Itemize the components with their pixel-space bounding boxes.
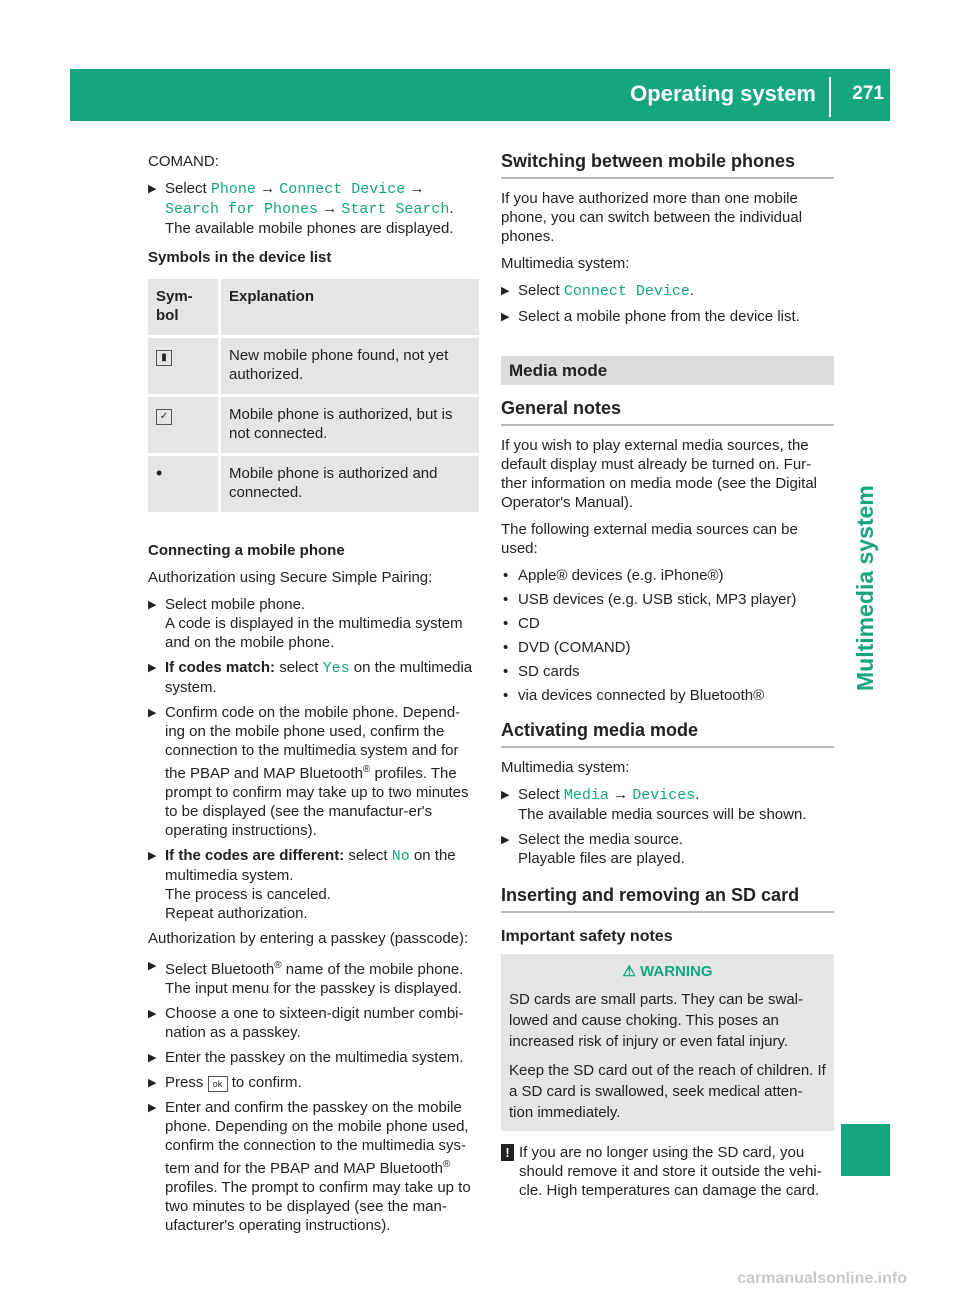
chapter-tab-marker	[841, 1124, 890, 1176]
general-text: If you wish to play external media sources, the default display must already be turned on. Fur-ther information on media mode (see the Digital Operator's Manual).	[501, 437, 817, 511]
step-select-source	[501, 830, 834, 868]
step-select-from-list: ▶ Select a mobile phone from the device list.	[501, 307, 834, 326]
following-text: The following external media sources can be used:	[501, 521, 798, 557]
symbols-table	[148, 279, 479, 515]
step-text: to confirm.	[231, 1074, 302, 1091]
step-press-ok	[148, 1073, 480, 1092]
mm-system-label: Multimedia system:	[501, 759, 630, 776]
step-text: name of the mobile phone.	[285, 961, 464, 978]
step-text: select	[279, 659, 319, 676]
arrow-3: →	[322, 200, 338, 217]
step-select-connect-device: ▶ Select Connect Device.	[501, 281, 834, 301]
step-text: The process is canceled.	[165, 886, 331, 903]
passkey-intro: Authorization by entering a passkey (passcode):	[148, 930, 469, 947]
warning-text-1: SD cards are small parts. They can be swal-lowed and cause choking. This poses an increased risk of injury or even fatal injury.	[509, 991, 804, 1050]
ok-key-icon: ok	[208, 1076, 228, 1092]
table-header-row	[148, 279, 479, 337]
header-divider	[829, 77, 831, 117]
table-row	[148, 455, 479, 514]
step-text: Select Bluetooth	[165, 961, 275, 978]
list-item: • via devices connected by Bluetooth®	[501, 686, 834, 705]
menu-phone: Phone	[210, 181, 256, 198]
connecting-heading: Connecting a mobile phone	[148, 542, 345, 559]
step-select-bluetooth	[148, 956, 480, 998]
step-select-media-devices: ▶ Select Media → Devices. The available media sources will be shown.	[501, 785, 834, 824]
step-codes-different	[148, 846, 480, 923]
warning-title-text: WARNING	[640, 963, 713, 980]
exclamation-icon: !	[501, 1144, 514, 1161]
step-text: Playable files are played.	[518, 850, 685, 867]
switch-text: If you have authorized more than one mobile phone, you can switch between the individual phones.	[501, 190, 803, 245]
table-header-symbol: Sym-bol	[148, 279, 220, 337]
step-codes-match	[148, 658, 480, 697]
dot-connected-icon: •	[156, 463, 163, 483]
section-title: Operating system	[630, 81, 816, 106]
select-word: Select	[165, 180, 207, 197]
step-text: The input menu for the passkey is displayed.	[165, 980, 462, 997]
step-choose-passkey: ▶ Choose a one to sixteen-digit number combi-nation as a passkey.	[148, 1004, 480, 1042]
step-text: Select mobile phone.	[165, 596, 306, 613]
table-cell-explanation: Mobile phone is authorized, but is not connected.	[220, 396, 480, 455]
step-bold: If the codes are different:	[165, 847, 345, 864]
list-item: • SD cards	[501, 662, 834, 681]
activating-heading: Activating media mode	[501, 721, 834, 748]
step-text: profiles. The prompt to confirm may take up to two minutes to be displayed (see the man-ufacturer's operating instructions).	[165, 1179, 471, 1234]
step-select-mobile	[148, 595, 480, 652]
menu-connect-device: Connect Device	[279, 181, 406, 198]
left-column	[148, 152, 480, 1241]
table-cell-explanation: New mobile phone found, not yet authorized.	[220, 337, 480, 396]
watermark: carmanualsonline.info	[737, 1270, 907, 1287]
symbols-heading: Symbols in the device list	[148, 249, 332, 266]
arrow: →	[613, 786, 629, 803]
switch-heading: Switching between mobile phones	[501, 152, 834, 179]
step-text: profiles. The prompt to confirm may take up to two minutes to be displayed (see the manufactur-er's operating instructions).	[165, 765, 469, 839]
list-item: • CD	[501, 614, 834, 633]
available-phones-text: The available mobile phones are displayed.	[165, 220, 454, 237]
step-text: select	[348, 847, 388, 864]
side-chapter-label	[841, 121, 890, 691]
menu-media: Media	[563, 787, 609, 804]
menu-yes: Yes	[322, 660, 350, 677]
registered-mark: ®	[274, 960, 282, 971]
warning-text-2: Keep the SD card out of the reach of children. If a SD card is swallowed, seek medical atten-tion immediately.	[509, 1062, 826, 1121]
note-block	[501, 1143, 834, 1200]
menu-search-phones: Search for Phones	[165, 201, 319, 218]
step-text: A code is displayed in the multimedia system and on the mobile phone.	[165, 615, 463, 651]
phone-authorized-icon: ✓	[156, 409, 172, 425]
arrow-2: →	[409, 180, 425, 197]
step-text: Press	[165, 1074, 204, 1091]
step-text: Confirm code on the mobile phone. Depend-ing on the mobile phone used, confirm the connection to the multimedia system and for the PBAP and MAP Bluetooth	[165, 704, 461, 782]
chapter-label-text: Multimedia system	[852, 485, 878, 691]
menu-devices: Devices	[632, 787, 696, 804]
step-confirm-code	[148, 703, 480, 840]
mm-system-label: Multimedia system:	[501, 255, 630, 272]
step-enter-passkey: ▶ Enter the passkey on the multimedia system.	[148, 1048, 480, 1067]
safety-heading: Important safety notes	[501, 928, 673, 945]
step-text: on the multimedia system.	[165, 659, 473, 696]
phone-new-icon: ▮	[156, 350, 172, 366]
list-item: • Apple® devices (e.g. iPhone®)	[501, 566, 834, 585]
step-confirm-passkey	[148, 1098, 480, 1235]
step-text: Select the media source.	[518, 831, 684, 848]
warning-box	[501, 954, 834, 1131]
step-text: Select	[518, 786, 560, 803]
sd-heading: Inserting and removing an SD card	[501, 886, 834, 913]
warning-triangle-icon: ⚠	[622, 963, 636, 980]
table-cell-explanation: Mobile phone is authorized and connected.	[220, 455, 480, 514]
step-text: Select	[518, 282, 560, 299]
step-text: Repeat authorization.	[165, 905, 308, 922]
step-text: The available media sources will be shown.	[518, 806, 807, 823]
note-text: If you are no longer using the SD card, you should remove it and store it outside the vehi-cle. High temperatures can damage the card.	[519, 1144, 822, 1199]
comand-intro: COMAND:	[148, 153, 219, 170]
menu-no: No	[391, 848, 410, 865]
page-header	[70, 69, 890, 121]
table-header-explanation: Explanation	[220, 279, 480, 337]
right-column	[501, 152, 834, 1200]
registered-mark: ®	[442, 1159, 451, 1170]
arrow-1: →	[260, 180, 276, 197]
warning-title	[509, 962, 826, 981]
list-item: • USB devices (e.g. USB stick, MP3 player)	[501, 590, 834, 609]
page-number: 271	[852, 83, 884, 104]
list-item: • DVD (COMAND)	[501, 638, 834, 657]
step-select-phone: ▶ Select Phone → Connect Device → Search for Phones → Start Search. The available mobile phones are displayed.	[148, 179, 480, 238]
media-mode-banner: Media mode	[501, 356, 834, 385]
menu-connect-device: Connect Device	[563, 283, 690, 300]
table-row	[148, 396, 479, 455]
step-bold: If codes match:	[165, 659, 276, 676]
step-text: Enter and confirm the passkey on the mobile phone. Depending on the mobile phone used, confirm the connection to the multimedia sys-tem and for the PBAP and MAP Bluetooth	[165, 1099, 469, 1177]
step-text: on the multimedia system.	[165, 847, 456, 884]
registered-mark: ®	[362, 764, 371, 775]
table-row	[148, 337, 479, 396]
ssp-intro: Authorization using Secure Simple Pairing:	[148, 569, 433, 586]
menu-start-search: Start Search	[341, 201, 450, 218]
header-title-group	[630, 81, 888, 111]
general-notes-heading: General notes	[501, 399, 834, 426]
